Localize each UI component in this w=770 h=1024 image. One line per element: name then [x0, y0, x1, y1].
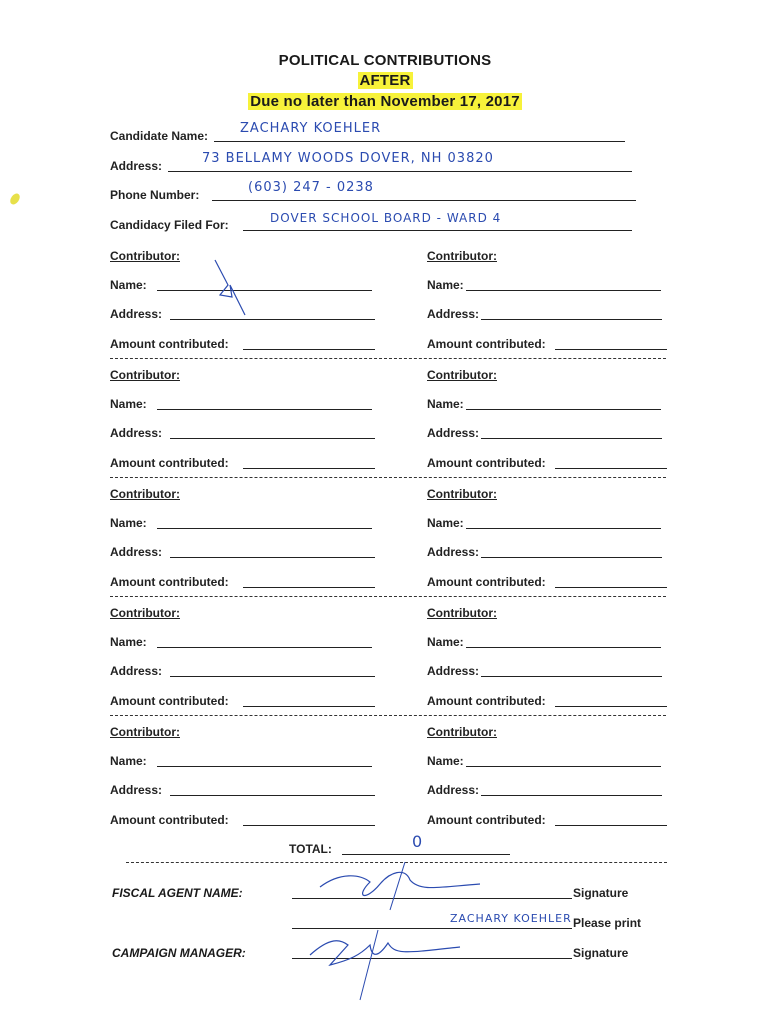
deadline-text: Due no later than November 17, 2017: [250, 93, 520, 110]
candidate-name-value: ZACHARY KOEHLER: [240, 121, 382, 136]
candidacy-filed-value: DOVER SCHOOL BOARD - WARD 4: [270, 211, 502, 225]
candidate-name-line: [214, 141, 625, 142]
total-line: [342, 854, 510, 855]
contributor-amount-line-3-right: [555, 587, 667, 588]
ink-spot: [8, 192, 22, 206]
contributor-amount-line-4-left: [243, 706, 375, 707]
contributor-amount-label-3-right: Amount contributed:: [427, 575, 546, 589]
contributor-address-label-1-right: Address:: [427, 307, 480, 321]
candidacy-filed-line: [243, 230, 632, 231]
contributor-name-label-5-left: Name:: [110, 754, 147, 768]
contributor-amount-label-1-right: Amount contributed:: [427, 337, 546, 351]
contributor-name-line-1-left: [157, 290, 372, 291]
contributor-heading-5-right: Contributor:: [427, 725, 497, 739]
fiscal-agent-signature: [310, 862, 490, 912]
contributor-name-label-4-left: Name:: [110, 635, 147, 649]
contributor-heading-5-left: Contributor:: [110, 725, 180, 739]
contributor-address-line-3-left: [170, 557, 375, 558]
contributor-name-line-4-right: [466, 647, 661, 648]
contributor-name-label-1-right: Name:: [427, 278, 464, 292]
contributor-name-label-3-left: Name:: [110, 516, 147, 530]
contributor-address-line-3-right: [481, 557, 662, 558]
contributor-address-label-4-left: Address:: [110, 664, 163, 678]
print-name-value: ZACHARY KOEHLER: [450, 912, 572, 925]
candidate-name-label: Candidate Name:: [110, 129, 209, 143]
please-print-label: Please print: [573, 916, 642, 930]
contributor-heading-1-right: Contributor:: [427, 249, 497, 263]
candidate-address-value: 73 BELLAMY WOODS DOVER, NH 03820: [202, 151, 494, 166]
campaign-manager-label: CAMPAIGN MANAGER:: [112, 946, 246, 960]
contributor-address-label-5-left: Address:: [110, 783, 163, 797]
name-strike-mark: [210, 255, 250, 320]
contributor-amount-label-5-left: Amount contributed:: [110, 813, 229, 827]
phone-line: [212, 200, 636, 201]
section-divider-4: [110, 715, 666, 716]
contributor-address-line-4-left: [170, 676, 375, 677]
contributor-name-label-2-left: Name:: [110, 397, 147, 411]
contributor-name-line-3-left: [157, 528, 372, 529]
contributor-amount-line-1-right: [555, 349, 667, 350]
contributor-heading-4-left: Contributor:: [110, 606, 180, 620]
section-divider-2: [110, 477, 666, 478]
form-title: POLITICAL CONTRIBUTIONS: [278, 52, 492, 69]
contributor-address-line-4-right: [481, 676, 662, 677]
contributor-amount-line-4-right: [555, 706, 667, 707]
contributor-name-label-5-right: Name:: [427, 754, 464, 768]
contributor-name-line-5-left: [157, 766, 372, 767]
contributor-name-label-4-right: Name:: [427, 635, 464, 649]
contributor-amount-line-5-left: [243, 825, 375, 826]
contributor-name-label-3-right: Name:: [427, 516, 464, 530]
contributor-address-label-2-right: Address:: [427, 426, 480, 440]
contributor-heading-4-right: Contributor:: [427, 606, 497, 620]
contributor-address-line-1-left: [170, 319, 375, 320]
candidacy-filed-label: Candidacy Filed For:: [110, 218, 229, 232]
section-divider-1: [110, 358, 666, 359]
contributor-address-line-2-left: [170, 438, 375, 439]
candidate-address-label: Address:: [110, 159, 163, 173]
signature-label-2: Signature: [573, 946, 629, 960]
campaign-manager-signature: [300, 925, 470, 1005]
contributor-address-line-5-right: [481, 795, 662, 796]
contributor-name-line-2-left: [157, 409, 372, 410]
contributor-heading-3-right: Contributor:: [427, 487, 497, 501]
contributor-amount-line-3-left: [243, 587, 375, 588]
contributor-name-line-4-left: [157, 647, 372, 648]
contributor-heading-2-right: Contributor:: [427, 368, 497, 382]
total-label: TOTAL:: [289, 842, 332, 856]
contributor-name-line-5-right: [466, 766, 661, 767]
contributor-address-label-5-right: Address:: [427, 783, 480, 797]
contributor-amount-label-4-right: Amount contributed:: [427, 694, 546, 708]
contributor-address-label-3-left: Address:: [110, 545, 163, 559]
phone-value: (603) 247 - 0238: [248, 180, 374, 195]
contributor-amount-line-2-right: [555, 468, 667, 469]
contributor-amount-line-1-left: [243, 349, 375, 350]
phone-label: Phone Number:: [110, 188, 200, 202]
contributor-address-line-2-right: [481, 438, 662, 439]
candidate-address-line: [168, 171, 632, 172]
contributor-address-line-5-left: [170, 795, 375, 796]
contributor-name-line-2-right: [466, 409, 661, 410]
contributor-heading-2-left: Contributor:: [110, 368, 180, 382]
contributor-amount-line-5-right: [555, 825, 667, 826]
contributor-heading-3-left: Contributor:: [110, 487, 180, 501]
fiscal-agent-label: FISCAL AGENT NAME:: [112, 886, 243, 900]
contributor-amount-label-2-left: Amount contributed:: [110, 456, 229, 470]
contributor-name-label-2-right: Name:: [427, 397, 464, 411]
contributor-address-line-1-right: [481, 319, 662, 320]
section-divider-3: [110, 596, 666, 597]
contributor-name-line-3-right: [466, 528, 661, 529]
signature-label: Signature: [573, 886, 629, 900]
contributor-address-label-1-left: Address:: [110, 307, 163, 321]
contributor-amount-label-1-left: Amount contributed:: [110, 337, 229, 351]
contributor-address-label-3-right: Address:: [427, 545, 480, 559]
contributor-name-label-1-left: Name:: [110, 278, 147, 292]
contributor-heading-1-left: Contributor:: [110, 249, 180, 263]
contributor-amount-label-4-left: Amount contributed:: [110, 694, 229, 708]
contributor-address-label-2-left: Address:: [110, 426, 163, 440]
total-value: 0: [412, 832, 424, 851]
contributor-amount-label-5-right: Amount contributed:: [427, 813, 546, 827]
contributor-amount-label-3-left: Amount contributed:: [110, 575, 229, 589]
form-subtitle: AFTER: [359, 72, 411, 89]
contributor-amount-line-2-left: [243, 468, 375, 469]
contributor-amount-label-2-right: Amount contributed:: [427, 456, 546, 470]
contributor-name-line-1-right: [466, 290, 661, 291]
contributor-address-label-4-right: Address:: [427, 664, 480, 678]
